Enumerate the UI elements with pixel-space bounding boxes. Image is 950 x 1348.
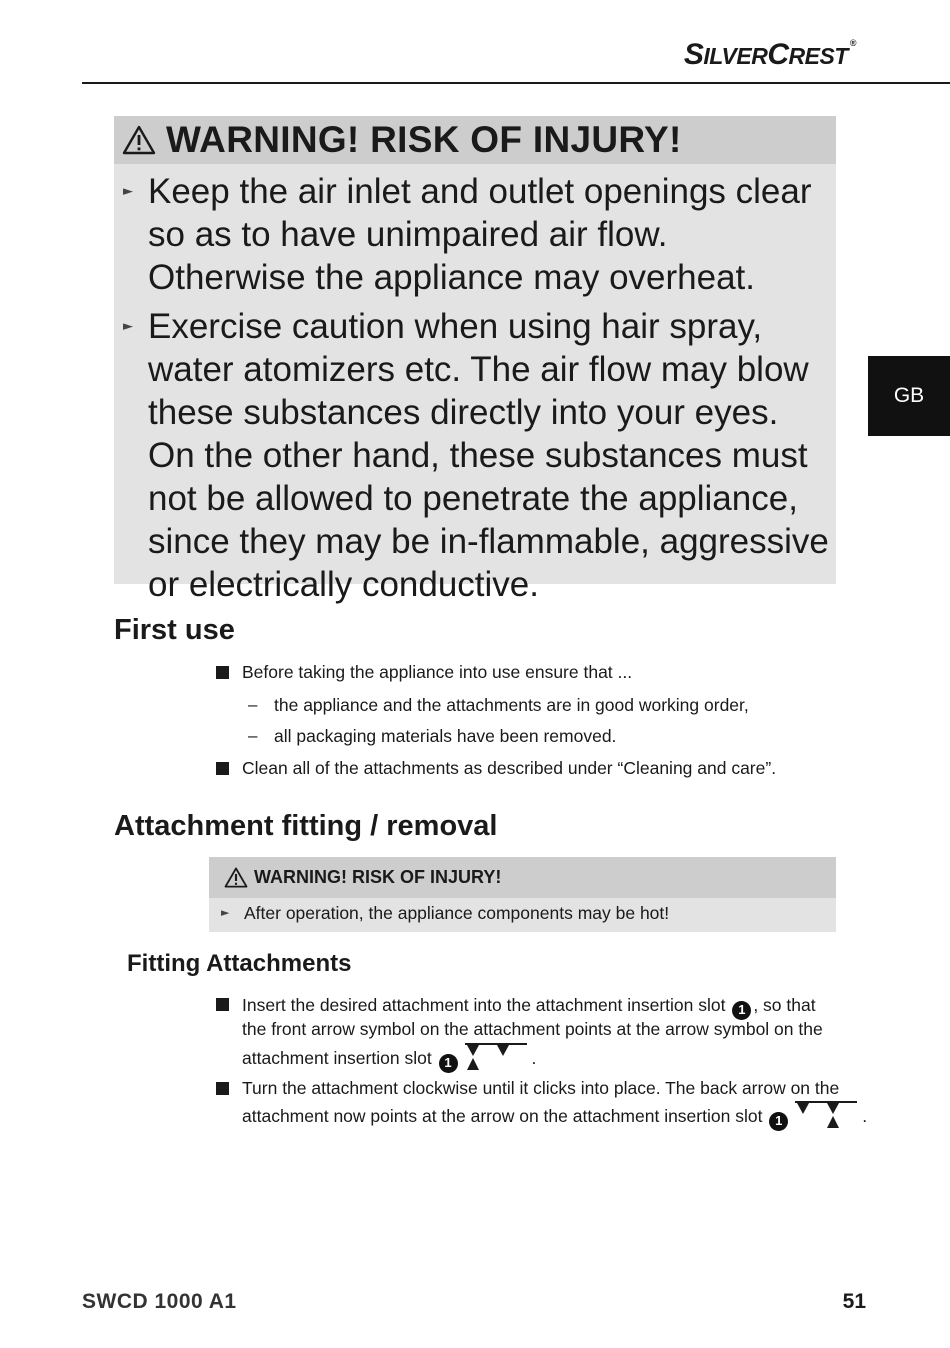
warning-item-text: Keep the air inlet and outlet openings clear so as to have unimpaired air flow. Otherwise the appliance may overheat. xyxy=(148,172,812,297)
attachment-arrow-symbol-icon xyxy=(793,1100,859,1130)
header-rule xyxy=(82,82,950,84)
fitting-bullet-line: attachment now points at the arrow on the attachment insertion slot 1 . xyxy=(242,1100,867,1131)
reference-number-icon: 1 xyxy=(732,1001,751,1020)
first-use-subitem: the appliance and the attachments are in good working order, xyxy=(274,695,749,715)
warning-box-header xyxy=(114,116,836,164)
footer-page-number: 51 xyxy=(842,1290,866,1313)
fitting-bullet-line: attachment insertion slot 1 . xyxy=(242,1042,536,1073)
subsection-heading-fitting: Fitting Attachments xyxy=(127,950,352,977)
warning-triangle-icon xyxy=(122,125,156,155)
footer-model-number: SWCD 1000 A1 xyxy=(82,1290,237,1313)
dash-bullet: – xyxy=(248,726,258,745)
fitting-bullet-line: Turn the attachment clockwise until it clicks into place. The back arrow on the xyxy=(242,1078,840,1098)
section-heading-first-use: First use xyxy=(114,614,235,646)
first-use-bullet: Before taking the appliance into use ensure that ... xyxy=(242,662,633,682)
square-bullet-icon xyxy=(216,762,229,775)
square-bullet-icon xyxy=(216,1082,229,1095)
first-use-bullet: Clean all of the attachments as described under “Cleaning and care”. xyxy=(242,758,777,778)
warning-item-text: After operation, the appliance components may be hot! xyxy=(244,903,670,923)
attachment-arrow-symbol-icon xyxy=(463,1042,529,1072)
fitting-bullet-line: Insert the desired attachment into the attachment insertion slot 1 , so that xyxy=(242,993,816,1020)
language-tab-label: GB xyxy=(893,384,925,407)
warning-box-small xyxy=(209,857,836,932)
triangle-right-icon: ► xyxy=(123,319,133,334)
triangle-right-icon: ► xyxy=(221,906,230,919)
warning-item-text: Exercise caution when using hair spray, water atomizers etc. The air flow may blow these substances directly into your eyes. On the other hand, these substances must not be allowed to penetrate the appliance, since they may be in-flammable, aggressive or electrically conductive. xyxy=(148,307,829,604)
square-bullet-icon xyxy=(216,666,229,679)
warning-triangle-icon xyxy=(224,867,248,888)
section-heading-attachment: Attachment fitting / removal xyxy=(114,810,498,842)
warning-title: WARNING! RISK OF INJURY! xyxy=(254,867,502,887)
warning-title: WARNING! RISK OF INJURY! xyxy=(166,119,682,160)
warning-box-large xyxy=(114,116,836,604)
first-use-subitem: all packaging materials have been removed. xyxy=(274,726,617,746)
warning-box-header xyxy=(209,857,836,898)
square-bullet-icon xyxy=(216,998,229,1011)
reference-number-icon: 1 xyxy=(769,1112,788,1131)
dash-bullet: – xyxy=(248,695,258,714)
fitting-bullet-line: the front arrow symbol on the attachment points at the arrow symbol on the xyxy=(242,1019,823,1039)
brand-logo: SILVERCREST ® xyxy=(683,38,856,71)
language-tab xyxy=(868,356,950,436)
reference-number-icon: 1 xyxy=(439,1054,458,1073)
triangle-right-icon: ► xyxy=(123,184,133,199)
